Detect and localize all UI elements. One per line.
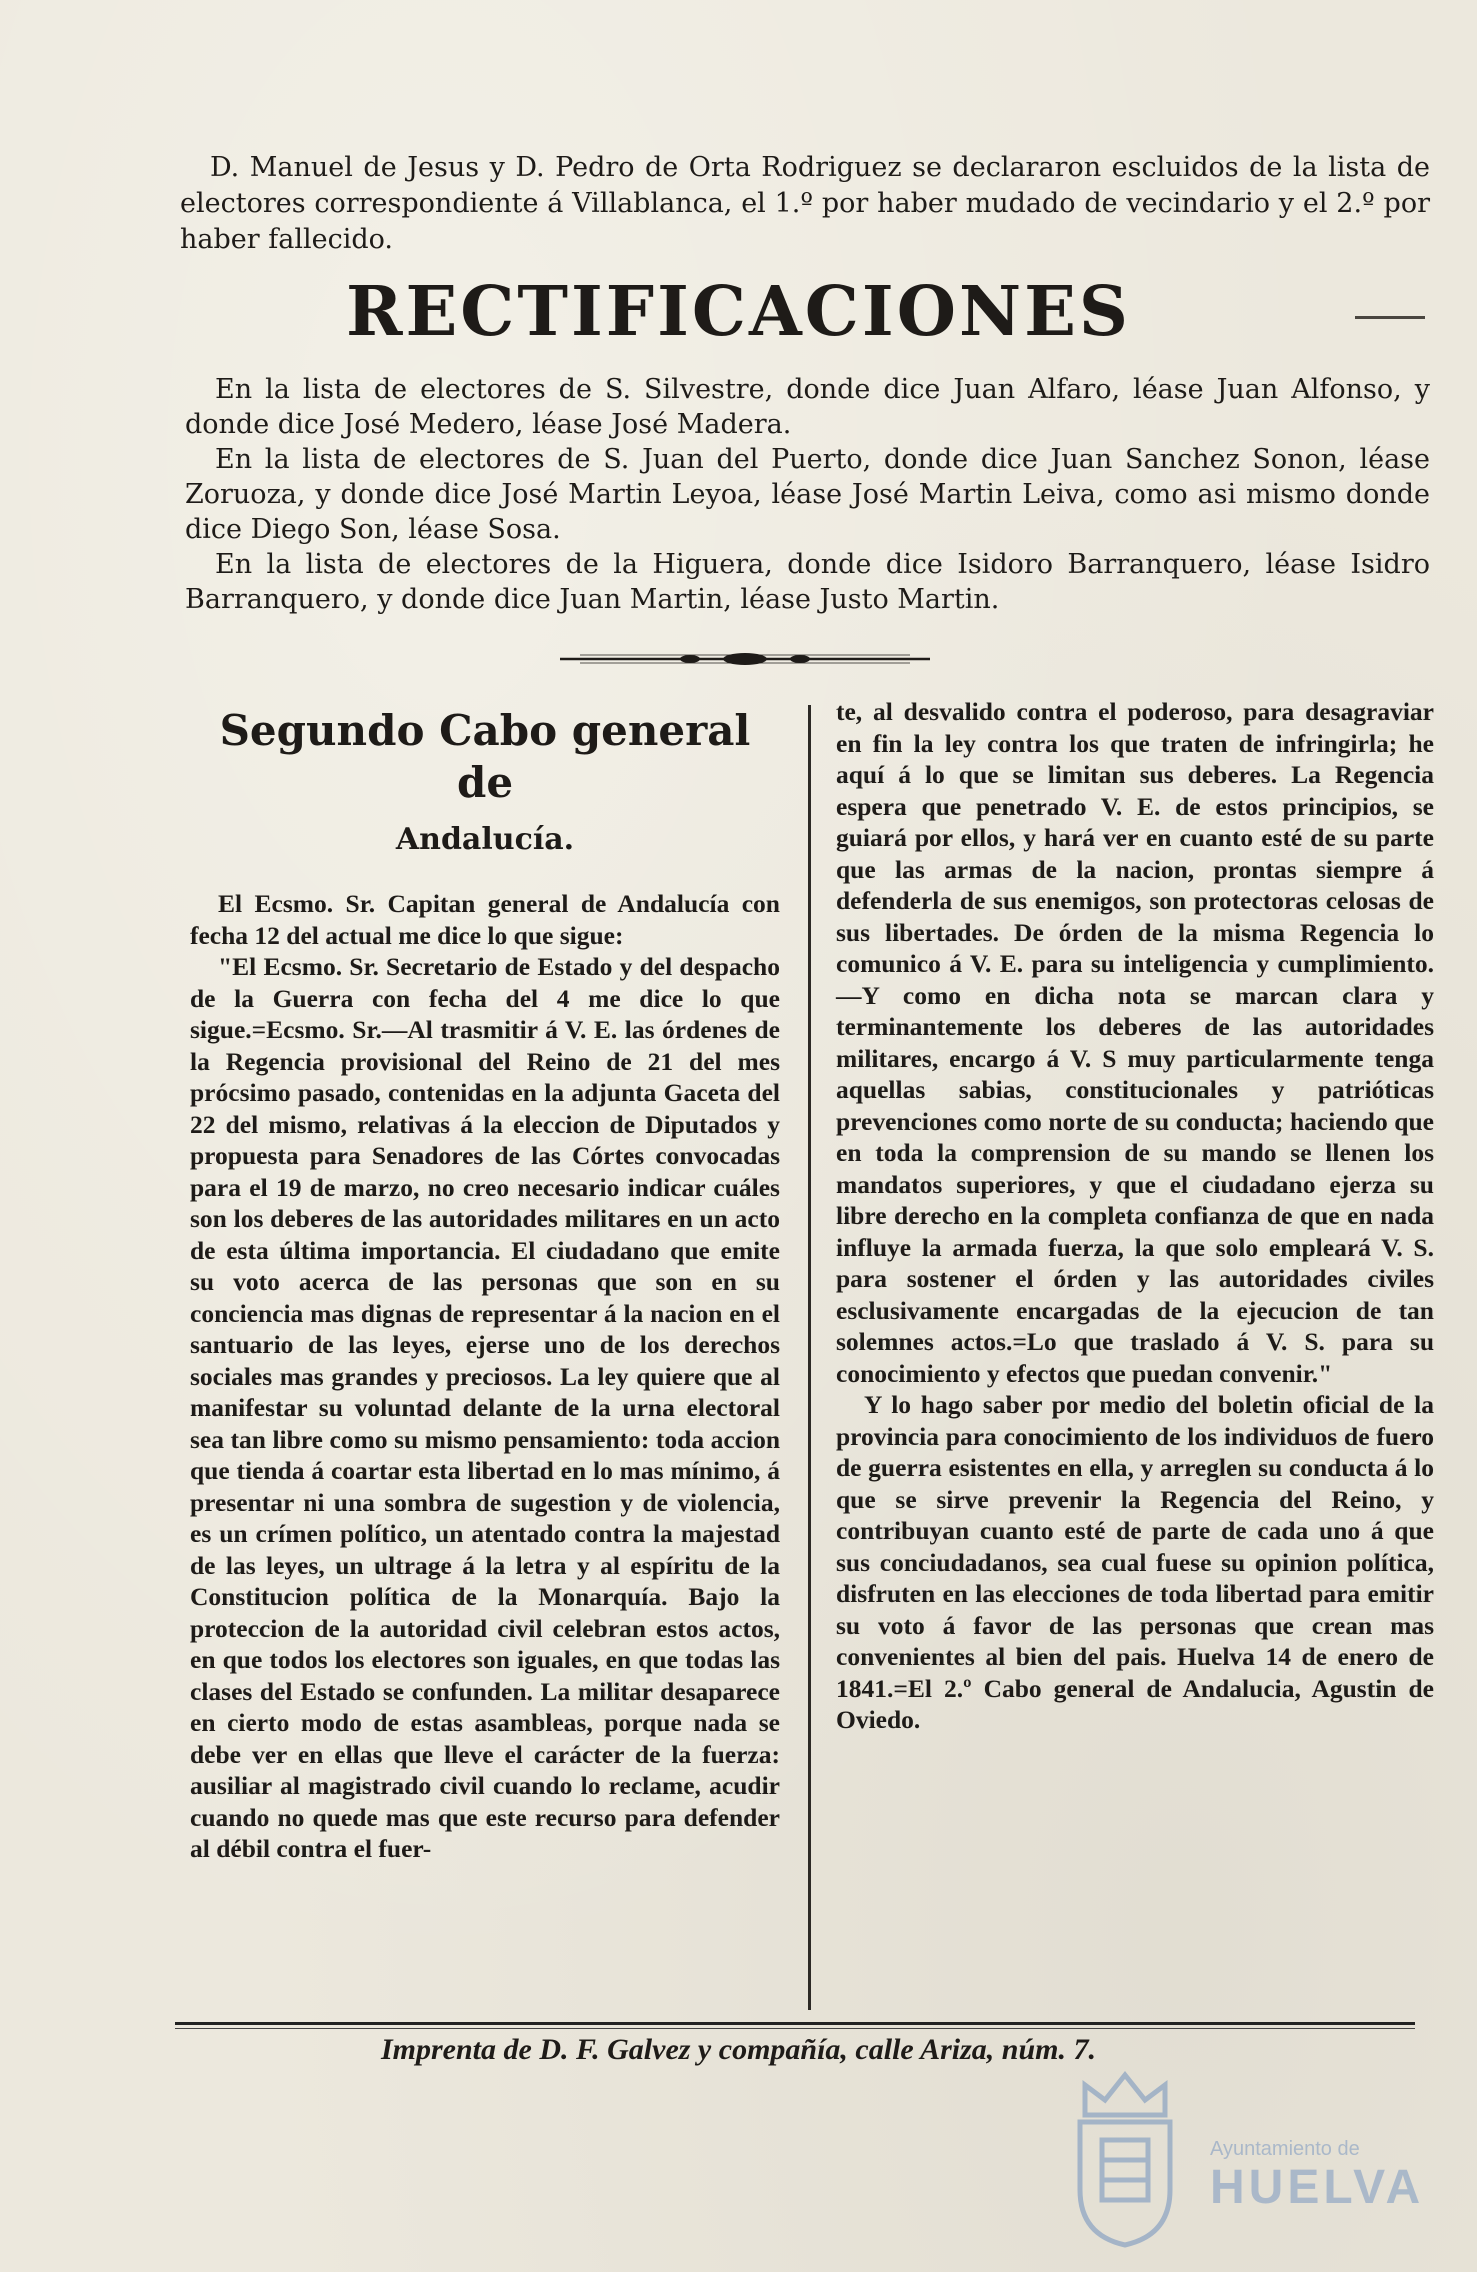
rectification-item: En la lista de electores de S. Silvestre, donde dice Juan Alfaro, léase Juan Alfonso, y donde dice José Medero, léase José Madera. <box>185 374 1430 440</box>
right-paragraph: Y lo hago saber por medio del boletin oficial de la provincia para conocimiento de los individuos de fuero de guerra esistentes en ella, y arreglen su conducta á lo que se sirve prevenir la Regencia del Reino, y contribuyan cuanto esté de parte de cada uno á que sus conciudadanos, sea cual fuese su opinion política, disfruten en las elecciones de toda libertad para emitir su voto á favor de las personas que crean mas convenientes al bien del pais. Huelva 14 de enero de 1841.=El 2.º Cabo general de Andalucia, Agustin de Oviedo. <box>836 1390 1434 1734</box>
watermark-stamp <box>1060 2060 1425 2260</box>
right-column <box>836 696 1434 1736</box>
left-paragraph: El Ecsmo. Sr. Capitan general de Andalucía con fecha 12 del actual me dice lo que sigue: <box>190 889 780 950</box>
rectification-item: En la lista de electores de la Higuera, donde dice Isidoro Barranquero, léase Isidro Barranquero, y donde dice Juan Martin, léase Justo Martin. <box>185 549 1430 615</box>
rectification-item: En la lista de electores de S. Juan del Puerto, donde dice Juan Sanchez Sonon, léase Zoruoza, y donde dice José Martin Leyoa, léase José Martin Leiva, como asi mismo donde dice Diego Son, léase Sosa. <box>185 444 1430 545</box>
ornamental-divider <box>560 648 930 670</box>
column-divider <box>808 705 811 2010</box>
imprint-line: Imprenta de D. F. Galvez y compañía, calle Ariza, núm. 7. <box>380 2033 1097 2066</box>
left-column <box>190 705 780 1865</box>
footer-rule <box>175 2022 1415 2025</box>
footer-rule-thin <box>175 2028 1415 2029</box>
watermark-line1: Ayuntamiento de <box>1210 2138 1360 2160</box>
rectifications-list <box>185 372 1430 617</box>
watermark-line2: HUELVA <box>1210 2161 1425 2214</box>
left-paragraph: "El Ecsmo. Sr. Secretario de Estado y del despacho de la Guerra con fecha del 4 me dice lo que sigue.=Ecsmo. Sr.—Al trasmitir á V. E. las órdenes de la Regencia provisional del Reino de 21 del mes prócsimo pasado, contenidas en la adjunta Gaceta del 22 del mismo, relativas á la eleccion de Diputados y propuesta para Senadores de las Córtes convocadas para el 19 de marzo, no creo necesario indicar cuáles son los deberes de las autoridades militares en un acto de esta última importancia. El ciudadano que emite su voto acerca de las personas que son en su conciencia mas dignas de representar á la nacion en el santuario de las leyes, ejerse uno de los derechos sociales mas grandes y preciosos. La ley quiere que al manifestar su voluntad delante de la urna electoral sea tan libre como su mismo pensamiento: toda accion que tienda á coartar esta libertad en lo mas mínimo, á presentar ni una sombra de sugestion y de violencia, es un crímen político, un atentado contra la majestad de las leyes, un ultrage á la letra y al espíritu de la Constitucion política de la Monarquía. Bajo la proteccion de la autoridad civil celebran estos actos, en que todos los electores son iguales, en que todas las clases del Estado se confunden. La militar desaparece en cierto modo de estas asambleas, porque nada se debe ver en ellas que lleve el carácter de la fuerza: ausiliar al magistrado civil cuando lo reclame, acudir cuando no quede mas que este recurso para defender al débil contra el fuer- <box>190 952 780 1863</box>
section-title-line2: Andalucía. <box>395 822 575 857</box>
headline: RECTIFICACIONES <box>345 272 1132 352</box>
headline-dash <box>1355 316 1425 319</box>
coat-of-arms-icon <box>1060 2060 1190 2250</box>
right-paragraph: te, al desvalido contra el poderoso, para desagraviar en fin la ley contra los que traten de infringirla; he aquí á lo que se limitan sus deberes. La Regencia espera que penetrado V. E. de estos principios, se guiará por ellos, y hará ver en cuanto esté de su parte que las armas de la nacion, prontas siempre á defenderla de sus enemigos, son protectoras celosas de sus libertades. De órden de la misma Regencia lo comunico á V. E. para su inteligencia y cumplimiento.—Y como en dicha nota se marcan clara y terminantemente los deberes de las autoridades militares, encargo á V. S muy particularmente tenga aquellas sabias, constitucionales y patrióticas prevenciones como norte de su conducta; haciendo que en toda la comprension de su mando se llenen los mandatos superiores, y que el ciudadano ejerza su libre derecho en la completa confianza de que en nada influye la armada fuerza, la que solo empleará V. S. para sostener el órden y las autoridades civiles esclusivamente encargadas de la ejecucion de tan solemnes actos.=Lo que traslado á V. S. para su conocimiento y efectos que puedan convenir." <box>836 697 1434 1388</box>
top-notice: D. Manuel de Jesus y D. Pedro de Orta Rodriguez se declararon escluidos de la lista de electores correspondiente á Villablanca, el 1.º por haber mudado de vecindario y el 2.º por haber fallecido. <box>180 152 1430 255</box>
section-title-line1: Segundo Cabo general de <box>219 706 751 807</box>
section-title <box>190 705 780 866</box>
